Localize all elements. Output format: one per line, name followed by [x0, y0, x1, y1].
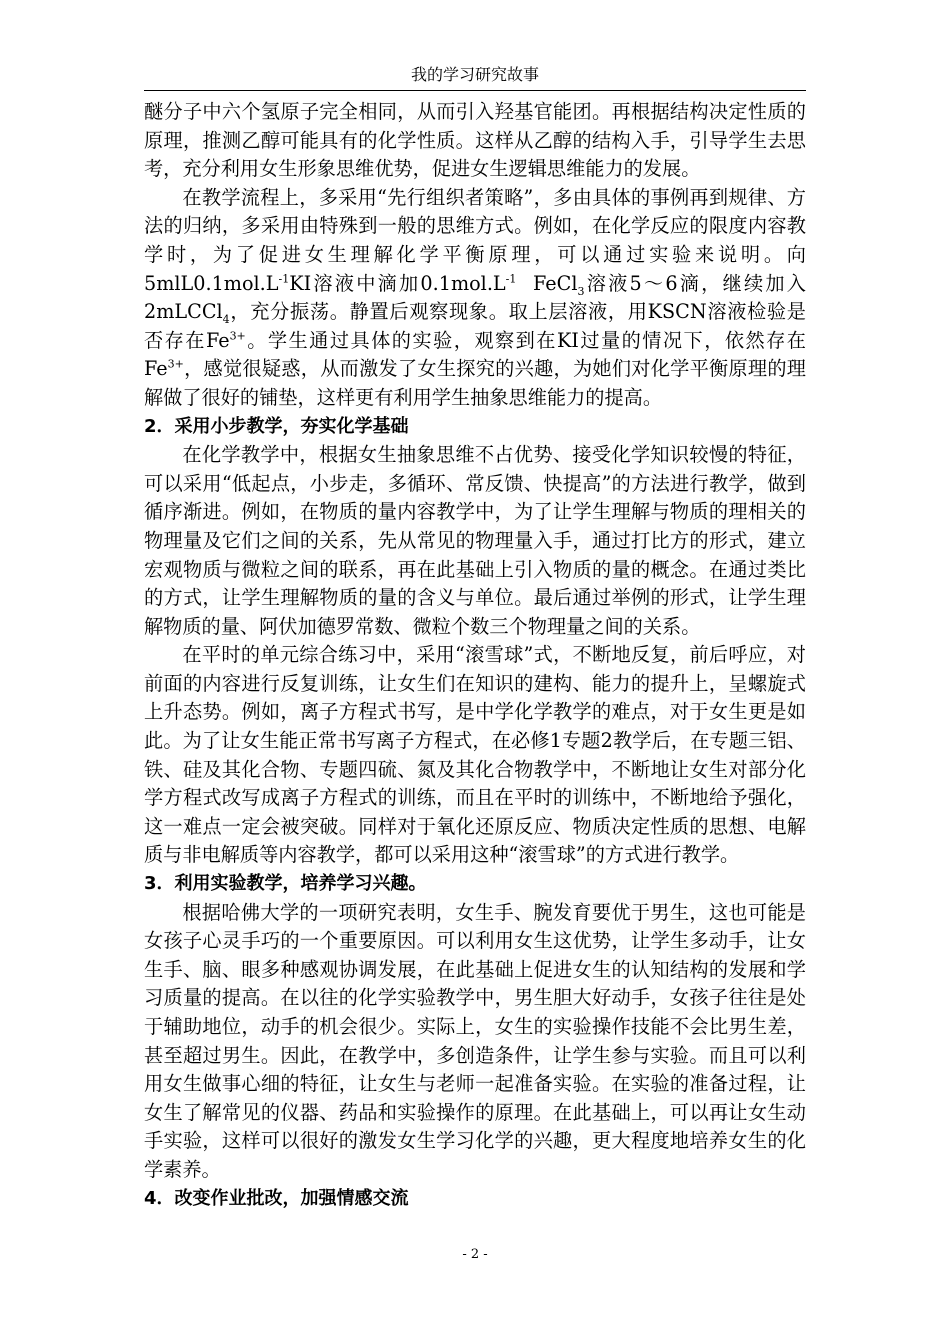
superscript: -1	[278, 272, 290, 286]
paragraph-2-text-g: ，感觉很疑惑，从而激发了女生探究的兴趣，为她们对化学平衡原理的理解做了很好的铺垫，这样更有利用学生抽象思维能力的提高。	[144, 357, 806, 409]
paragraph-2-text-c: FeCl	[516, 271, 578, 295]
subscript: 3	[577, 284, 585, 298]
section-heading-4: 4．改变作业批改，加强情感交流	[144, 1187, 409, 1209]
paragraph-2-text-b: KI溶液中滴加0.1mol.L	[289, 271, 506, 295]
subscript: 4	[222, 312, 230, 326]
document-body	[144, 98, 806, 1213]
superscript: -1	[505, 272, 517, 286]
paragraph-1: 醚分子中六个氢原子完全相同，从而引入羟基官能团。再根据结构决定性质的原理，推测乙醇可能具有的化学性质。这样从乙醇的结构入手，引导学生去思考，充分利用女生形象思维优势，促进女生逻辑思维能力的发展。	[144, 100, 806, 181]
page-header	[144, 64, 806, 91]
page-footer	[0, 1247, 950, 1263]
paragraph-2-text-e: ，充分振荡。静置后观察现象。取上层溶液，用KSCN溶液检验是否存在Fe	[144, 300, 806, 352]
paragraph-4: 在平时的单元综合练习中，采用“滚雪球”式，不断地反复，前后呼应，对前面的内容进行反复训练，让女生们在知识的建构、能力的提升上，呈螺旋式上升态势。例如，离子方程式书写，是中学化学教学的难点，对于女生更是如此。为了让女生能正常书写离子方程式，在必修1专题2教学后，在专题三铝、铁、硅及其化合物、专题四硫、氮及其化合物教学中，不断地让女生对部分化学方程式改写成离子方程式的训练，而且在平时的训练中，不断地给予强化，这一难点一定会被突破。同样对于氧化还原反应、物质决定性质的思想、电解质与非电解质等内容教学，都可以采用这种“滚雪球”的方式进行教学。	[144, 643, 806, 867]
paragraph-2	[144, 184, 806, 413]
paragraph-2-text-a: 在教学流程上，多采用“先行组织者策略”，多由具体的事例再到规律、方法的归纳，多采用由特殊到一般的思维方式。例如，在化学反应的限度内容教学时，为了促进女生理解化学平衡原理，可以通过实验来说明。向 5mlL0.1mol.L	[144, 185, 806, 295]
paragraph-2-text-f: 。学生通过具体的实验，观察到在KI过量的情况下，依然存在Fe	[144, 328, 806, 381]
section-heading-3: 3．利用实验教学，培养学习兴趣。	[144, 873, 427, 895]
page-number: - 2 -	[462, 1247, 488, 1262]
section-heading-2: 2．采用小步教学，夯实化学基础	[144, 415, 409, 437]
paragraph-5: 根据哈佛大学的一项研究表明，女生手、腕发育要优于男生，这也可能是女孩子心灵手巧的一个重要原因。可以利用女生这优势，让学生多动手，让女生手、脑、眼多种感观协调发展，在此基础上促进女生的认知结构的发展和学习质量的提高。在以往的化学实验教学中，男生胆大好动手，女孩子往往是处于辅助地位，动手的机会很少。实际上，女生的实验操作技能不会比男生差，甚至超过男生。因此，在教学中，多创造条件，让学生参与实验。而且可以利用女生做事心细的特征，让女生与老师一起准备实验。在实验的准备过程，让女生了解常见的仪器、药品和实验操作的原理。在此基础上，可以再让女生动手实验，这样可以很好的激发女生学习化学的兴趣，更大程度地培养女生的化学素养。	[144, 900, 806, 1181]
header-title: 我的学习研究故事	[410, 65, 539, 84]
superscript: 3+	[229, 329, 246, 343]
paragraph-3: 在化学教学中，根据女生抽象思维不占优势、接受化学知识较慢的特征，可以采用“低起点，小步走，多循环、常反馈、快提高”的方法进行教学，做到循序渐进。例如，在物质的量内容教学中，为了让学生理解与物质的理相关的物理量及它们之间的关系，先从常见的物理量入手，通过打比方的形式，建立宏观物质与微粒之间的联系，再在此基础上引入物质的量的概念。在通过类比的方式，让学生理解物质的量的含义与单位。最后通过举例的形式，让学生理解物质的量、阿伏加德罗常数、微粒个数三个物理量之间的关系。	[144, 443, 806, 638]
paragraph-2-text-d: 溶液5～6滴，继续加入2mLCCl	[144, 271, 806, 324]
superscript: 3+	[167, 357, 184, 371]
